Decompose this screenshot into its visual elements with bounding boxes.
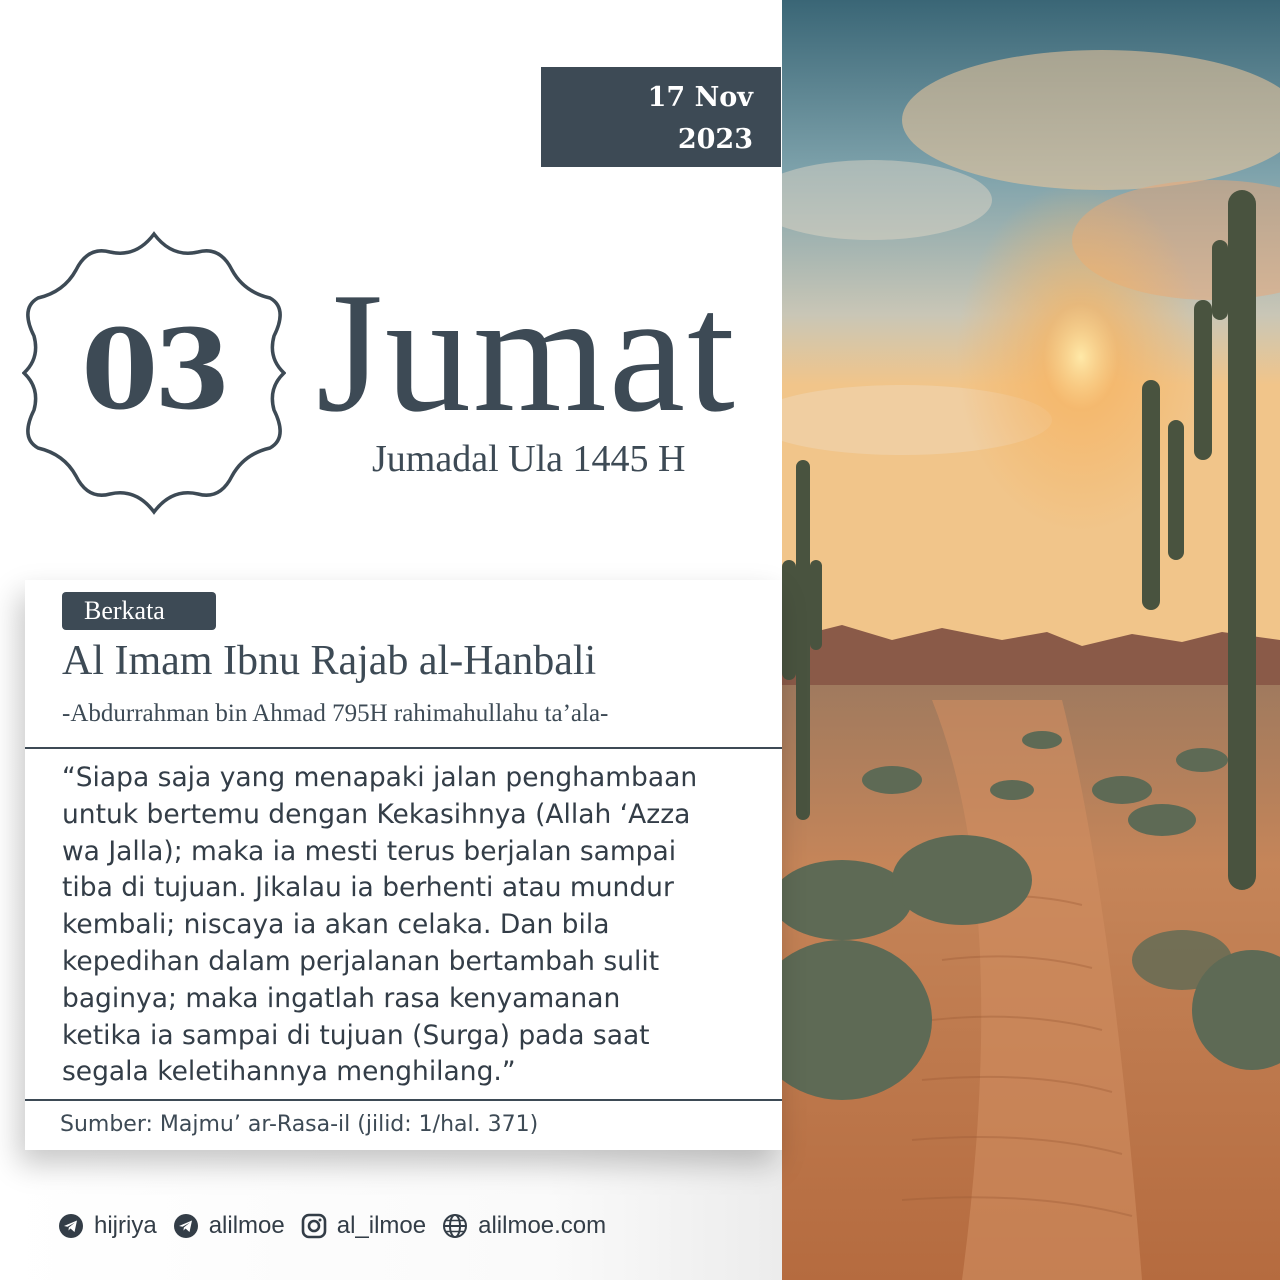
- quote-line: segala keletihannya menghilang.”: [62, 1056, 516, 1088]
- social-telegram-hijriya[interactable]: [58, 1212, 157, 1240]
- quote-line: tiba di tujuan. Jikalau ia berhenti atau mundur: [62, 872, 674, 904]
- quote-text: [62, 760, 752, 1091]
- hijri-month-year: Jumadal Ula 1445 H: [372, 438, 686, 480]
- gregorian-day-month: 17 Nov: [647, 82, 753, 113]
- social-links: [58, 1212, 622, 1240]
- speaker-tag: Berkata: [62, 592, 216, 630]
- quote-source: Sumber: Majmu’ ar-Rasa-il (jilid: 1/hal. 371): [60, 1112, 539, 1137]
- instagram-icon: [301, 1213, 327, 1239]
- gregorian-date: [541, 67, 781, 167]
- author-lineage: -Abdurrahman bin Ahmad 795H rahimahullahu ta’ala-: [62, 700, 609, 727]
- divider: [25, 747, 782, 749]
- telegram-icon: [173, 1213, 199, 1239]
- social-label: alilmoe.com: [478, 1212, 607, 1239]
- social-label: alilmoe: [208, 1212, 285, 1239]
- quote-line: “Siapa saja yang menapaki jalan penghambaan: [62, 762, 698, 793]
- quote-line: ketika ia sampai di tujuan (Surga) pada saat: [62, 1019, 650, 1051]
- social-website[interactable]: [442, 1212, 606, 1240]
- quote-line: kepedihan dalam perjalanan bertambah sulit: [62, 945, 660, 977]
- social-label: hijriya: [94, 1212, 157, 1239]
- gregorian-year: 2023: [677, 124, 753, 155]
- social-telegram-alilmoe[interactable]: [173, 1212, 285, 1240]
- quote-line: baginya; maka ingatlah rasa kenyamanan: [62, 982, 621, 1014]
- desert-cactus-photo: [782, 0, 1280, 1280]
- telegram-icon: [58, 1213, 84, 1239]
- globe-icon: [442, 1213, 468, 1239]
- quote-line: untuk bertemu dengan Kekasihnya (Allah ‘Azza: [62, 798, 691, 830]
- hijri-day-number: 03: [81, 305, 227, 434]
- social-instagram[interactable]: [301, 1212, 426, 1240]
- social-label: al_ilmoe: [336, 1212, 427, 1239]
- divider: [25, 1099, 782, 1101]
- quote-line: wa Jalla); maka ia mesti terus berjalan sampai: [62, 835, 677, 867]
- day-name: Jumat: [316, 258, 737, 448]
- author-name: Al Imam Ibnu Rajab al-Hanbali: [62, 638, 597, 684]
- quote-line: kembali; niscaya ia akan celaka. Dan bila: [62, 909, 610, 941]
